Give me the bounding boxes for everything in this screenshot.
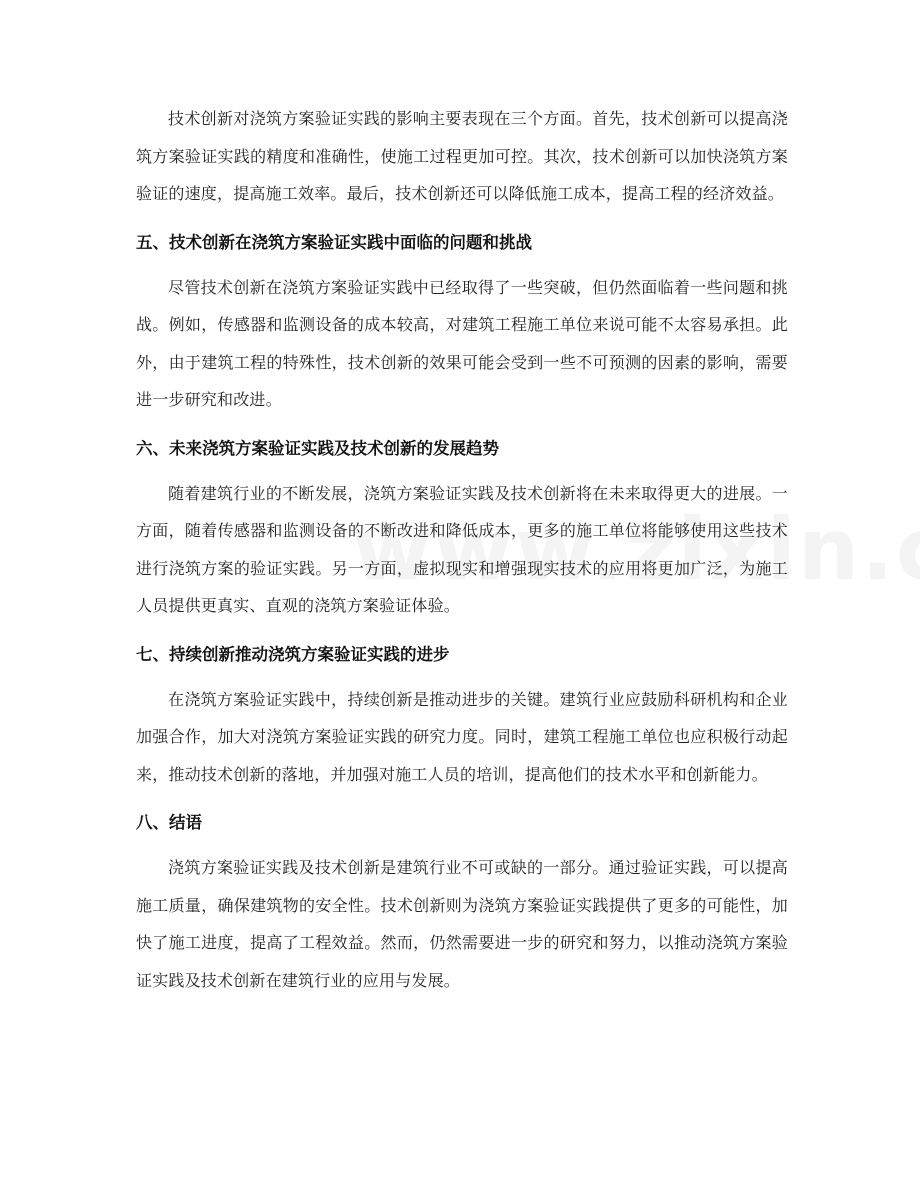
section-heading-8: 八、结语 bbox=[136, 813, 202, 832]
section-heading-5: 五、技术创新在浇筑方案验证实践中面临的问题和挑战 bbox=[136, 232, 532, 252]
section-5-paragraph: 尽管技术创新在浇筑方案验证实践中已经取得了一些突破，但仍然面临着一些问题和挑战。例如，传感器和监测设备的成本较高，对建筑工程施工单位来说可能不太容易承担。此外，由于建筑工程的特殊性，技术创新的效果可能会受到一些不可预测的因素的影响，需要进一步研究和改进。 bbox=[136, 277, 788, 409]
document-page bbox=[136, 100, 788, 999]
section-heading-7: 七、持续创新推动浇筑方案验证实践的进步 bbox=[136, 644, 450, 664]
conclusion-paragraph: 浇筑方案验证实践及技术创新是建筑行业不可或缺的一部分。通过验证实践，可以提高施工质量，确保建筑物的安全性。技术创新则为浇筑方案验证实践提供了更多的可能性，加快了施工进度，提高了工程效益。然而，仍然需要进一步的研究和努力，以推动浇筑方案验证实践及技术创新在建筑行业的应用与发展。 bbox=[136, 858, 788, 990]
section-7-paragraph: 在浇筑方案验证实践中，持续创新是推动进步的关键。建筑行业应鼓励科研机构和企业加强合作，加大对浇筑方案验证实践的研究力度。同时，建筑工程施工单位也应积极行动起来，推动技术创新的落地，并加强对施工人员的培训，提高他们的技术水平和创新能力。 bbox=[136, 689, 788, 784]
section-heading-6: 六、未来浇筑方案验证实践及技术创新的发展趋势 bbox=[136, 438, 499, 458]
intro-paragraph: 技术创新对浇筑方案验证实践的影响主要表现在三个方面。首先，技术创新可以提高浇筑方案验证实践的精度和准确性，使施工过程更加可控。其次，技术创新可以加快浇筑方案验证的速度，提高施工效率。最后，技术创新还可以降低施工成本，提高工程的经济效益。 bbox=[136, 109, 788, 203]
section-6-paragraph: 随着建筑行业的不断发展，浇筑方案验证实践及技术创新将在未来取得更大的进展。一方面，随着传感器和监测设备的不断改进和降低成本，更多的施工单位将能够使用这些技术进行浇筑方案的验证实践。另一方面，虚拟现实和增强现实技术的应用将更加广泛，为施工人员提供更真实、直观的浇筑方案验证体验。 bbox=[136, 483, 788, 615]
